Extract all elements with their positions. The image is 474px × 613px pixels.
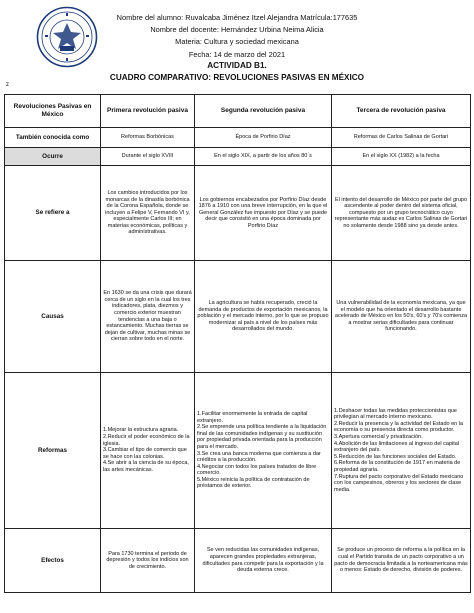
row-conocida (5, 128, 471, 148)
reforma-3-item: 3.Apertura comercial y privatización. (334, 434, 423, 441)
cell-refiere-3: El intento del desarrollo de México por parte del grupo ascendente al poder dentro del sistema oficial, compuesto por un grupo tecnocrático cuyo representante más audaz es Carlos Salinas de Gortari no solamente desde 1988 sino ya desde antes. (332, 166, 471, 261)
cell-efectos-2: Se ven reducidas las comunidades indígenas, aparecen grandes propiedades extranjeras, dificultades para competir para la exportación y la deuda externa crece. (195, 529, 332, 593)
row-label-ocurre: Ocurre (5, 148, 101, 166)
cell-reformas-2 (195, 373, 332, 529)
document-title: CUADRO COMPARATIVO: REVOLUCIONES PASIVAS EN MÉXICO (109, 73, 365, 82)
header-row (5, 95, 471, 128)
z-mark: z (6, 82, 9, 88)
header-col-3: Tercera de revolución pasiva (332, 95, 471, 128)
reforma-3-item: 5.Reducción de las funciones sociales del Estado. (334, 453, 457, 460)
header-col-1: Primera revolución pasiva (101, 95, 195, 128)
reforma-1-item: 4.Se abrir a la ciencia de su época, las artes mecánicas. (103, 460, 189, 473)
header-col-0: Revoluciones Pasivas en México (5, 95, 101, 128)
reforma-2-item: 1.Facilitar enormemente la entrada de capital extranjero. (197, 410, 308, 424)
cell-refiere-1: Los cambios introducidos por los monarcas de la dinastía borbónica de la Corona Española, donde se incluyen a Felipe V, Fernando VI y, especialmente Carlos III; en materias económicas, políticas y administrativas. (101, 166, 195, 261)
reforma-3-item: 4.Abolición de las limitaciones al ingreso del capital extranjero del país. (334, 440, 460, 454)
cell-refiere-2: Los gobiernos encabezados por Porfirio Díaz desde 1876 a 1910 con una breve interrupción, en la que el General González fue impuesto por Díaz y se puede decir que consistió en una época dominada por Porfirio Díaz (195, 166, 332, 261)
row-causas (5, 261, 471, 373)
row-label-causas: Causas (5, 261, 101, 373)
subject-line: Materia: Cultura y sociedad mexicana (175, 37, 299, 46)
cell-causas-3: Una vulnerabilidad de la economía mexicana, ya que el modelo que ha orientado el desarrollo bastante acelerado de México en los 50's, 60's y 70's comienza a mostrar serias dificultades para continuar funcionando. (332, 261, 471, 373)
row-ocurre (5, 148, 471, 166)
cell-causas-1: En 1630 se da una crisis que durará cerca de un siglo en la cual los tres indicadores, plata, diezmos y comercio exterior muestran tendencias a una baja o estancamiento. Muchas tierras se dejan de cultivar, muchas minas se cierran sobre todo en el norte. (101, 261, 195, 373)
cell-reformas-3 (332, 373, 471, 529)
reforma-3-item: 7.Ruptura del pacto corporativo del Estado mexicano con los campesinos, obreros y los sectores de clase media. (334, 473, 464, 493)
reforma-2-item: 3.Se crea una banca moderna que comienza a dar créditos a la producción. (197, 450, 321, 464)
cell-ocurre-2: En el siglo XIX, a partir de los años 80´s (195, 148, 332, 166)
date-line: Fecha: 14 de marzo del 2021 (188, 50, 286, 59)
cell-conocida-1: Reformas Borbónicas (101, 128, 195, 148)
cell-efectos-3: Se produce un proceso de reforma a la política en la cual el Partido transita de un pacto corporativo a un pacto de democracia limitada a la norteamericana más o menos: Estado de derecho, división de poderes. (332, 529, 471, 593)
cell-ocurre-3: En el siglo XX (1982) a la fecha (332, 148, 471, 166)
row-label-refiere: Se refiere a (5, 166, 101, 261)
reforma-1-item: 2.Reducir el poder económico de la iglesia. (103, 434, 190, 447)
row-refiere (5, 166, 471, 261)
reforma-1-item: 1.Mejorar la estructura agraria. (103, 427, 179, 434)
header-col-2: Segunda revolución pasiva (195, 95, 332, 128)
reforma-3-item: 6.Reforma de la constitución de 1917 en materia de propiedad agraria. (334, 460, 461, 473)
cell-causas-2: La agricultura se había recuperado, creció la demanda de productos de exportación mexicanos, la población y el mercado interno, por lo que se propuso modernizar al país a nivel de los países más desarrollados del mundo. (195, 261, 332, 373)
cell-efectos-1: Para 1730 termina el periodo de depresión y todos los indicios son de crecimiento. (101, 529, 195, 593)
reforma-2-item: 5.México reinicia la política de contratación de préstamos de exterior. (197, 476, 310, 490)
teacher-line: Nombre del docente: Hernández Urbina Neima Alicia (150, 25, 324, 34)
cell-reformas-1 (101, 373, 195, 529)
row-label-conocida: También conocida como (5, 128, 101, 148)
cell-conocida-2: Época de Porfirio Díaz (195, 128, 332, 148)
reforma-3-item: 1.Deshacer todas las medidas proteccionistas que privilegian al mercado interno mexicano. (334, 407, 457, 421)
reforma-3-item: 2.Reducir la presencia y la actividad del Estado en la economía o su presencia directa como productor. (334, 420, 464, 434)
row-label-reformas: Reformas (5, 373, 101, 529)
comparison-table (4, 94, 471, 593)
student-line: Nombre del alumno: Ruvalcaba Jiménez Itzel Alejandra Matrícula:177635 (116, 13, 358, 22)
row-reformas (5, 373, 471, 529)
activity-title: ACTIVIDAD B1. (207, 61, 267, 70)
cell-ocurre-1: Durante el siglo XVIII (101, 148, 195, 166)
row-efectos (5, 529, 471, 593)
reforma-2-item: 4.Negociar con todos los países tratados de libre comercio. (197, 463, 317, 477)
cell-conocida-3: Reformas de Carlos Salinas de Gortari (332, 128, 471, 148)
reforma-2-item: 2.Se emprende una política tendiente a la liquidación final de las comunidades indígenas y su sustitución por propiedad privada orientada para la producción para el mercado. (197, 424, 327, 450)
row-label-efectos: Efectos (5, 529, 101, 593)
reforma-1-item: 3.Cambiar el tipo de comercio que se hace con las colonias. (103, 447, 187, 460)
